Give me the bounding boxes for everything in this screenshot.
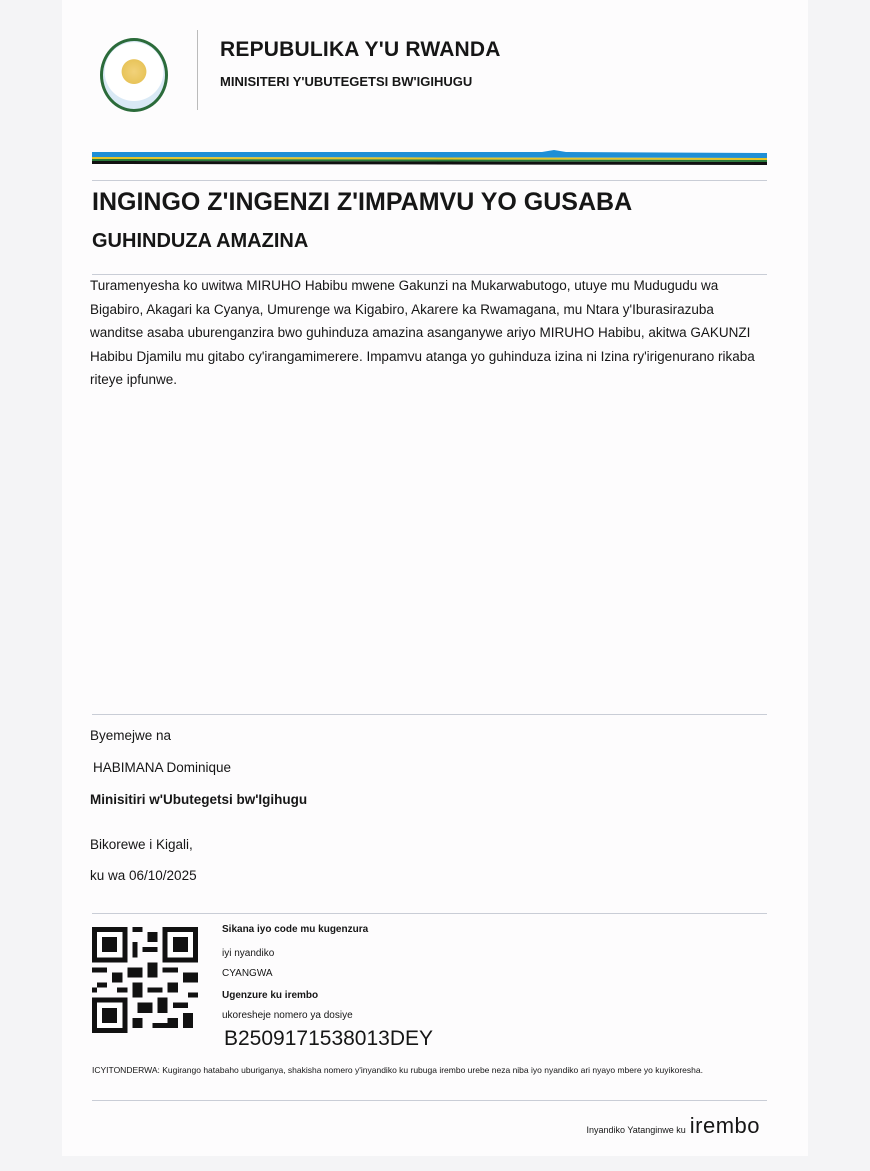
document-subtitle: GUHINDUZA AMAZINA xyxy=(92,230,309,252)
divider xyxy=(92,1100,767,1101)
document-title: INGINGO Z'INGENZI Z'IMPAMVU YO GUSABA xyxy=(92,188,633,216)
divider xyxy=(92,714,767,715)
signatory-office: Minisitiri w'Ubutegetsi bw'Igihugu xyxy=(90,792,308,807)
rwanda-coat-of-arms-emblem xyxy=(100,38,168,112)
divider xyxy=(92,180,767,181)
qr-code xyxy=(92,925,198,1035)
issue-date: ku wa 06/10/2025 xyxy=(90,868,197,883)
verify-or: CYANGWA xyxy=(222,968,273,979)
footer-text: Inyandiko Yatanginwe ku xyxy=(586,1125,686,1135)
ministry-title: MINISITERI Y'UBUTEGETSI BW'IGIHUGU xyxy=(220,74,473,89)
warning-note: ICYITONDERWA: Kugirango hatabaho uburiganya, shakisha nomero y'inyandiko ku rubuga irembo urebe neza niba iyo nyandiko ari nyayo mbere yo kuyikoresha. xyxy=(92,1065,703,1075)
verify-instruction-1: Sikana iyo code mu kugenzura xyxy=(222,924,369,935)
divider xyxy=(92,913,767,914)
issue-place: Bikorewe i Kigali, xyxy=(90,837,193,852)
flag-stripe xyxy=(92,150,767,165)
dossier-number: B2509171538013DEY xyxy=(224,1027,434,1050)
header-divider xyxy=(197,30,198,110)
footer xyxy=(587,1113,761,1139)
verify-instruction-3: Ugenzure ku irembo xyxy=(222,990,319,1001)
body-paragraph: Turamenyesha ko uwitwa MIRUHO Habibu mwene Gakunzi na Mukarwabutogo, utuye mu Mudugudu wa Bigabiro, Akagari ka Cyanya, Umurenge wa Kigabiro, Akarere ka Rwamagana, mu Ntara y'Iburasirazuba wanditse asaba uburenganzira bwo guhinduza amazina asanganywe ariyo MIRUHO Habibu, akitwa GAKUNZI Habibu Djamilu mu gitabo cy'irangamimerere. Impamvu atanga yo guhinduza izina ni Izina ry'irigenurano rikaba riteye ipfunwe. xyxy=(90,278,755,387)
verify-instruction-4: ukoresheje nomero ya dosiye xyxy=(222,1010,353,1021)
republic-title: REPUBULIKA Y'U RWANDA xyxy=(220,38,501,61)
signatory-name: HABIMANA Dominique xyxy=(93,760,232,775)
approved-by-label: Byemejwe na xyxy=(90,728,172,743)
verify-instruction-2: iyi nyandiko xyxy=(222,948,275,959)
irembo-logo: irembo xyxy=(689,1113,760,1138)
